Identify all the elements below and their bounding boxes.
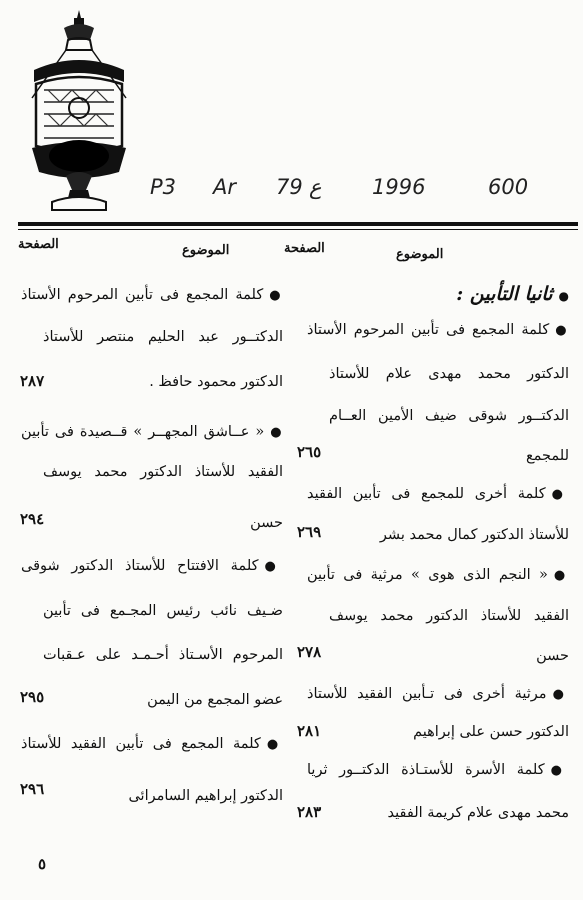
toc-entry-line: ● كلمة الأسرة للأستـاذة الدكتــور ثريا [307, 760, 569, 781]
toc-entry-line: ● كلمة أخرى للمجمع فى تأبين الفقيد [307, 484, 569, 505]
page-number-entry: ٢٩٦ [20, 780, 45, 798]
toc-entry-line: حسن [250, 515, 283, 531]
toc-entry-line: المرحوم الأسـتاذ أحـمـد على عـقبات [43, 647, 283, 663]
toc-entry-line: حسن [536, 648, 569, 664]
header-rule [18, 222, 578, 226]
toc-entry-line: الفقيد للأستاذ الدكتور محمد يوسف [329, 608, 569, 624]
toc-entry-line: الدكتور محمود حافظ . [149, 374, 283, 390]
toc-entry-line: ضـيف نائب رئيس المجـمع فى تأبين [43, 603, 283, 619]
toc-entry-line: الدكتور إبراهيم السامرائى [128, 788, 283, 804]
handwritten-code: 600 [488, 175, 529, 199]
toc-entry-line: ● كلمة المجمع فى تأبين الفقيد للأستاذ [21, 734, 283, 755]
toc-entry-line: الدكتــور شوقى ضيف الأمين العــام [329, 408, 569, 424]
lamp-ornament [24, 6, 134, 216]
handwritten-code: P3 [150, 175, 177, 199]
page-number-entry: ٢٩٥ [20, 688, 45, 706]
toc-entry-line: ● مرثية أخرى فى تـأبين الفقيد للأستاذ [307, 684, 569, 705]
left-topic-header: الموضوع [182, 243, 230, 258]
handwritten-code: 1996 [372, 175, 426, 199]
toc-entry-line: للأستاذ الدكتور كمال محمد بشر [379, 527, 569, 543]
toc-entry-line: الدكتــور عبد الحليم منتصر للأستاذ [43, 329, 283, 345]
toc-entry-line: ● كلمة الافتتاح للأستاذ الدكتور شوقى [21, 556, 283, 577]
toc-entry-line: الدكتور حسن على إبراهيم [413, 724, 569, 740]
toc-entry-line: محمد مهدى علام كريمة الفقيد [387, 805, 569, 821]
page-number-entry: ٢٧٨ [297, 643, 322, 661]
left-page-header: الصفحة [18, 237, 59, 252]
page-number-entry: ٢٨٣ [297, 803, 322, 821]
handwritten-code: ع [309, 175, 322, 199]
page-number-entry: ٢٦٥ [297, 443, 322, 461]
handwritten-code: 79 [276, 175, 303, 199]
header-rule [18, 229, 578, 230]
toc-entry-line: عضو المجمع من اليمن [147, 692, 283, 708]
right-page-header: الصفحة [284, 241, 325, 256]
toc-entry-line: الفقيد للأستاذ الدكتور محمد يوسف [43, 464, 283, 480]
page-number-entry: ٢٩٤ [20, 510, 45, 528]
toc-entry-line: ● كلمة المجمع فى تأبين المرحوم الأستاذ [21, 285, 283, 306]
toc-entry-line: ● « النجم الذى هوى » مرثية فى تأبين [307, 565, 569, 586]
footer-page-number: ٥ [38, 855, 47, 873]
toc-entry-line: الدكتور محمد مهدى علام للأستاذ [329, 366, 569, 382]
toc-entry-line: للمجمع [525, 448, 569, 464]
toc-entry-line: ● « عــاشق المجهــر » قــصيدة فى تأبين [21, 422, 283, 443]
page-number-entry: ٢٦٩ [297, 523, 322, 541]
toc-entry-line: ● كلمة المجمع فى تأبين المرحوم الأستاذ [307, 320, 569, 341]
page-number-entry: ٢٨٧ [20, 372, 45, 390]
section-title: ●ثانيا التأبين : [456, 283, 569, 305]
page-number-entry: ٢٨١ [297, 722, 322, 740]
handwritten-code: Ar [213, 175, 236, 199]
right-topic-header: الموضوع [396, 247, 444, 262]
